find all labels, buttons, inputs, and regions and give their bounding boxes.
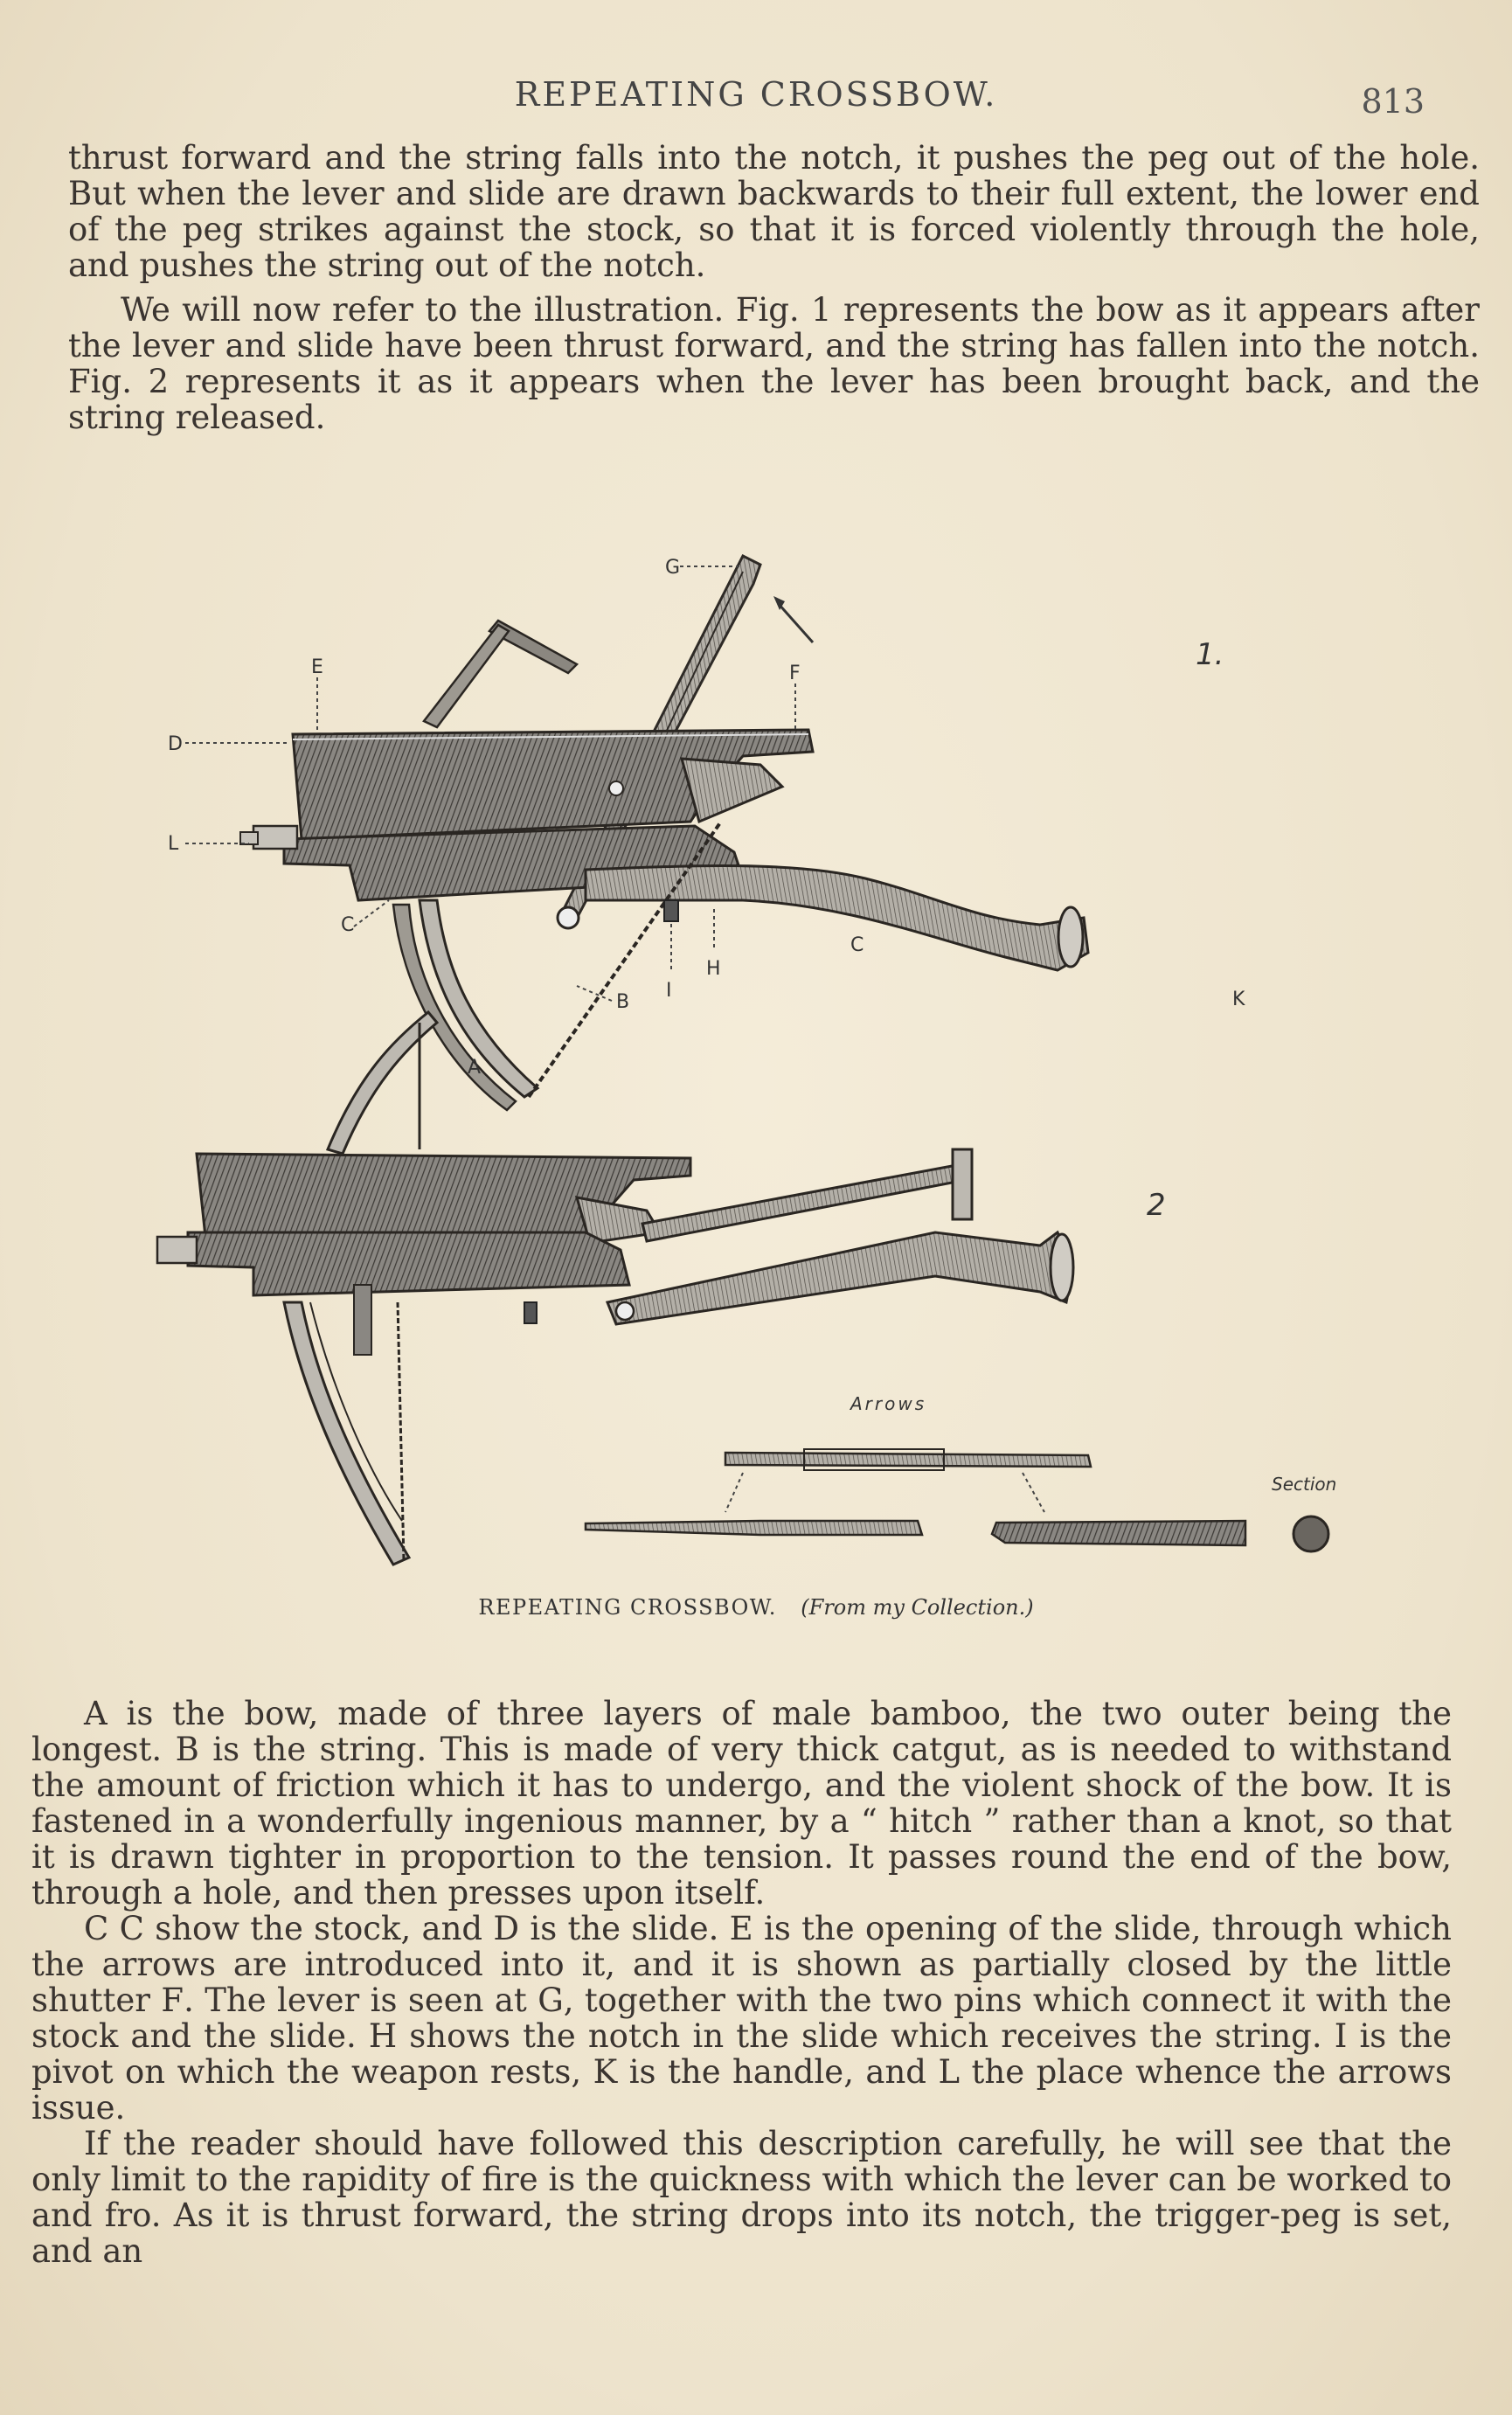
letter-ref: D: [493, 1910, 520, 1947]
figure-2: [157, 1012, 1166, 1565]
paragraph: [31, 1911, 1452, 2126]
arrows-detail: [586, 1393, 1336, 1551]
label-D: D: [168, 733, 183, 755]
text-run: is the pivot on which the weapon rests,: [31, 2017, 1452, 2091]
running-head: [0, 75, 1512, 128]
page-title: REPEATING CROSSBOW.: [514, 75, 998, 114]
caption-source: (From my Collection.): [801, 1595, 1034, 1620]
figure-1: [168, 556, 1245, 1110]
letter-ref: F: [161, 1981, 184, 2019]
caption-title: REPEATING CROSSBOW.: [478, 1595, 777, 1620]
crossbow-illustration: [131, 533, 1381, 1600]
label-H: H: [706, 958, 721, 980]
label-C-right: C: [850, 934, 864, 956]
text-run: is the string. This is made of very thick catgut, as is needed to withstand the amount of friction which it has to undergo, and the violent shock of the bow. It is fastened in a wonderfully ingenious manner, by a “ hitch ” rather than a knot, so that it is drawn tighter in proportion to the tension. It passes round the end of the bow, through a hole, and then presses upon itself.: [31, 1731, 1452, 1912]
letter-ref: K: [593, 2053, 618, 2091]
text-run: , together with the two pins which connect it with the stock and the slide.: [31, 1981, 1453, 2055]
letter-ref: E: [729, 1910, 753, 1947]
text-run: show the stock, and: [143, 1910, 494, 1947]
text-run: shows the notch in the slide which receives the string.: [397, 2017, 1335, 2055]
text-run: the place whence the arrows issue.: [31, 2053, 1452, 2127]
paragraph: thrust forward and the string falls into the notch, it pushes the peg out of the hole. But when the lever and slide are drawn backwards to their full extent, the lower end of the peg strikes against the stock, so that it is forced violently through the hole, and pushes the string out of the notch.: [68, 139, 1480, 284]
letter-ref: B: [175, 1731, 199, 1768]
letter-ref: A: [84, 1695, 108, 1732]
label-A: A: [468, 1057, 482, 1079]
letter-ref: I: [1334, 2017, 1348, 2055]
page-number: 813: [1361, 82, 1425, 121]
letter-ref: H: [368, 2017, 398, 2055]
paragraph: If the reader should have followed this description carefully, he will see that the only limit to the rapidity of fire is the quickness with which the lever can be worked to and fro. As it is thrust forward, the string drops into its notch, the trigger-peg is set, and an: [31, 2125, 1452, 2270]
section-label: Section: [1272, 1474, 1337, 1495]
label-E: E: [311, 656, 323, 678]
label-I: I: [666, 980, 672, 1002]
label-C-left: C: [341, 914, 355, 936]
arrows-label: Arrows: [850, 1393, 927, 1414]
letter-ref: L: [938, 2053, 961, 2091]
paragraph: We will now refer to the illustration. Fig. 1 represents the bow as it appears after the lever and slide have been thrust forward, and the string has fallen into the notch. Fig. 2 represents it as it appears when the lever has been brought back, and the string released.: [68, 291, 1480, 436]
letter-ref: G: [538, 1981, 564, 2019]
figure-2-number: 2: [1147, 1188, 1166, 1223]
figure-caption: [0, 1595, 1512, 1620]
crossbow-engraving: [131, 533, 1381, 1600]
paragraph: [31, 1696, 1452, 1911]
text-run: is the bow, made of three layers of male bamboo, the two outer being the longest.: [31, 1695, 1452, 1768]
label-L: L: [168, 833, 179, 855]
intro-text: [68, 140, 1480, 435]
text-run: is the handle, and: [617, 2053, 939, 2091]
text-run: is the opening of the slide, through which the arrows are introduced into it, and it is shown as partially closed by the little shutter: [31, 1910, 1452, 2019]
letter-ref: C C: [84, 1910, 144, 1947]
label-F: F: [789, 663, 801, 684]
label-B: B: [616, 991, 630, 1013]
label-G: G: [665, 557, 681, 579]
label-K: K: [1232, 989, 1245, 1010]
description-text: [31, 1696, 1452, 2269]
figure-1-number: 1.: [1196, 637, 1224, 672]
text-run: is the slide.: [519, 1910, 730, 1947]
text-run: . The lever is seen at: [184, 1981, 538, 2019]
